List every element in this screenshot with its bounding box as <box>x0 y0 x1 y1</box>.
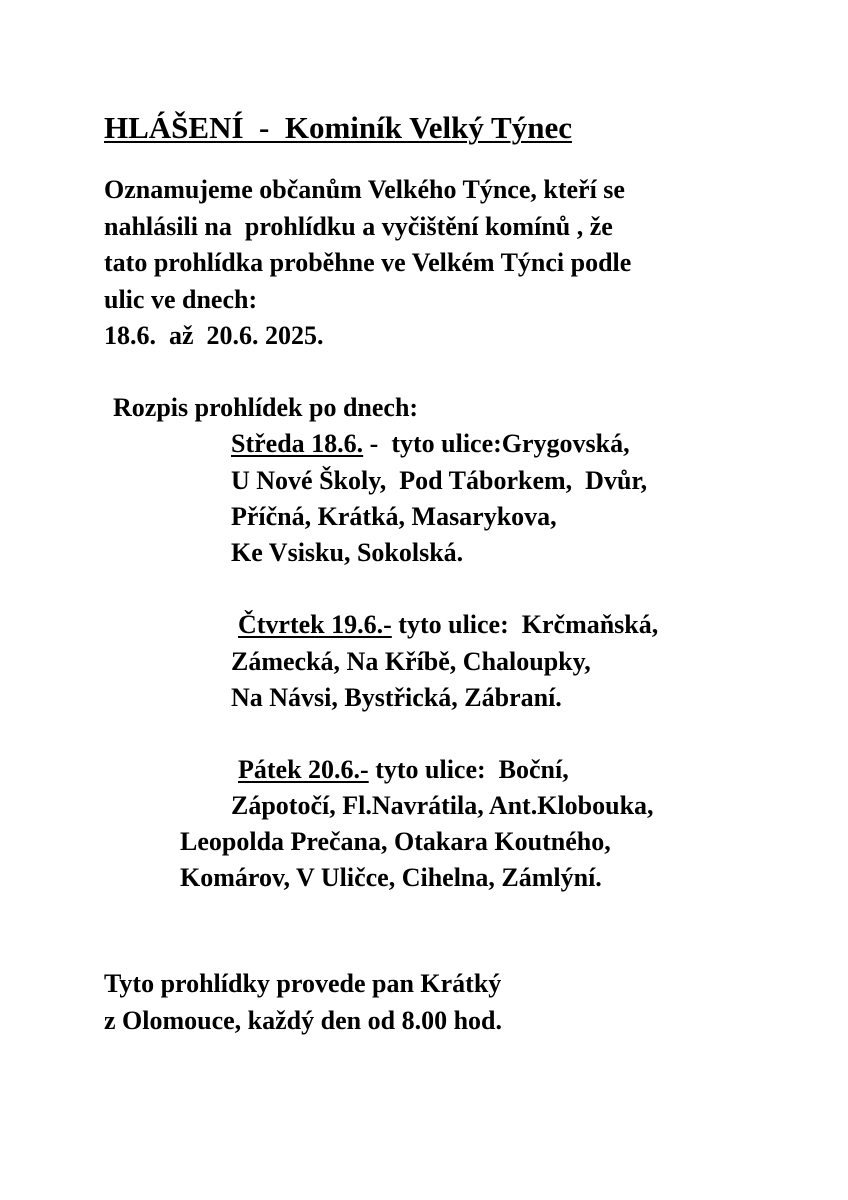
day-label-friday: Pátek 20.6.- <box>238 755 369 784</box>
closing-line: z Olomouce, každý den od 8.00 hod. <box>104 1006 502 1035</box>
day-streets-intro: tyto ulice: Boční, <box>368 755 569 784</box>
street-line: Komárov, V Uličce, Cihelna, Zámlýní. <box>180 863 602 892</box>
day-wednesday-first-line <box>231 429 630 459</box>
day-streets-intro: - tyto ulice:Grygovská, <box>363 429 630 458</box>
street-line: Na Návsi, Bystřická, Zábraní. <box>231 683 562 712</box>
day-friday-first-line <box>238 755 569 785</box>
intro-line: nahlásili na prohlídku a vyčištění komínů , že <box>104 212 613 241</box>
day-label-thursday: Čtvrtek 19.6.- <box>238 610 392 639</box>
date-range: 18.6. až 20.6. 2025. <box>104 321 324 350</box>
day-streets-intro: tyto ulice: Krčmaňská, <box>391 610 659 639</box>
street-line: Leopolda Prečana, Otakara Koutného, <box>180 827 611 856</box>
closing-line: Tyto prohlídky provede pan Krátký <box>104 969 502 998</box>
intro-line: ulic ve dnech: <box>104 285 258 314</box>
schedule-heading: Rozpis prohlídek po dnech: <box>113 393 419 422</box>
day-thursday-first-line <box>238 610 658 640</box>
street-line: Zápotočí, Fl.Navrátila, Ant.Klobouka, <box>231 791 654 820</box>
street-line: Příčná, Krátká, Masarykova, <box>231 502 557 531</box>
intro-line: Oznamujeme občanům Velkého Týnce, kteří se <box>104 175 625 204</box>
street-line: U Nové Školy, Pod Táborkem, Dvůr, <box>231 466 648 495</box>
page-title: HLÁŠENÍ - Kominík Velký Týnec <box>104 110 572 145</box>
street-line: Zámecká, Na Kříbě, Chaloupky, <box>231 647 591 676</box>
street-line: Ke Vsisku, Sokolská. <box>231 538 464 567</box>
day-label-wednesday: Středa 18.6. <box>231 429 364 458</box>
intro-line: tato prohlídka proběhne ve Velkém Týnci podle <box>104 248 632 277</box>
